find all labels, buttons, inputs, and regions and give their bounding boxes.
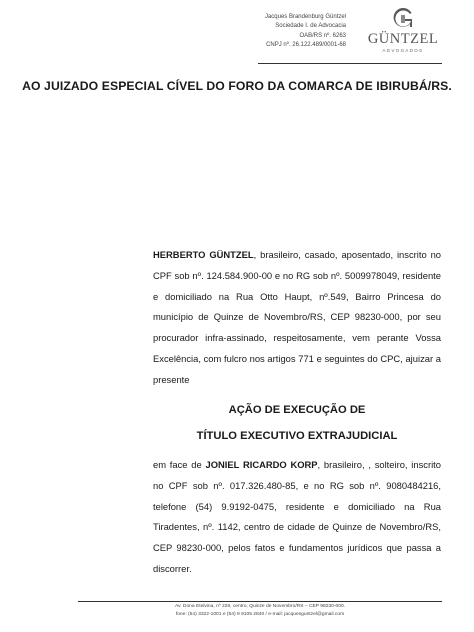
defendant-details: , brasileiro, , solteiro, inscrito no CPF sob nº. 017.326.480-85, e no RG sob nº. 9080484216, telefone (54) 9.9192-0475, residente e domiciliado na Rua Tiradentes, nº. 1142, centro de cidade de Quinze de Novembro/RS, CEP 98230-000, pelos fatos e fundamentos jurídicos que passa a discorrer. — [153, 459, 441, 574]
letterhead-line-firm: Jacques Brandenburg Güntzel — [264, 14, 346, 20]
letterhead-line-society: Sociedade I. de Advocacia — [275, 23, 346, 30]
defendant-name: JONIEL RICARDO KORP — [205, 459, 318, 470]
logo-subtitle: ADVOGADOS — [382, 48, 424, 53]
letterhead-line-cnpj: CNPJ nº. 26.122.489/0001-68 — [266, 42, 346, 49]
plaintiff-paragraph — [153, 245, 441, 391]
footer-address: Av. Dona Etelvina, nº 229, centro, Quinze de Novembro/RS – CEP 98230-000. — [174, 604, 346, 609]
firm-logo — [366, 8, 440, 58]
logo-name: GÜNTZEL — [367, 31, 439, 47]
letterhead-line-oab: OAB/RS nº. 6263 — [299, 32, 346, 39]
footer-contact: fone: (54) 3322-1001 e (54) 9 9105 2840 / e-mail: jacquesguntzel@gmail.com — [175, 612, 345, 617]
guntzel-g-logo-icon — [392, 8, 414, 30]
letterhead-text — [265, 13, 346, 51]
court-heading: AO JUIZADO ESPECIAL CÍVEL DO FORO DA COMARCA DE IBIRUBÁ/RS. — [22, 79, 452, 93]
footer — [78, 603, 442, 619]
action-title-line-2: TÍTULO EXECUTIVO EXTRAJUDICIAL — [196, 430, 398, 442]
header-divider — [258, 63, 442, 64]
footer-divider — [78, 601, 442, 602]
action-title-line-1: AÇÃO DE EXECUÇÃO DE — [228, 404, 366, 416]
defendant-lead: em face de — [153, 459, 206, 470]
defendant-paragraph — [153, 455, 441, 580]
plaintiff-name: HERBERTO GÜNTZEL — [153, 249, 254, 260]
plaintiff-details: , brasileiro, casado, aposentado, inscrito no CPF sob nº. 124.584.900-00 e no RG sob nº. 5009978049, residente e domiciliado na Rua Otto Haupt, nº.549, Bairro Princesa do município de Quinze de Novembro/RS, CEP 98230-000, por seu procurador infra-assinado, respeitosamente, vem perante Vossa Excelência, com fulcro nos artigos 771 e seguintes do CPC, ajuizar a presente — [153, 249, 441, 385]
